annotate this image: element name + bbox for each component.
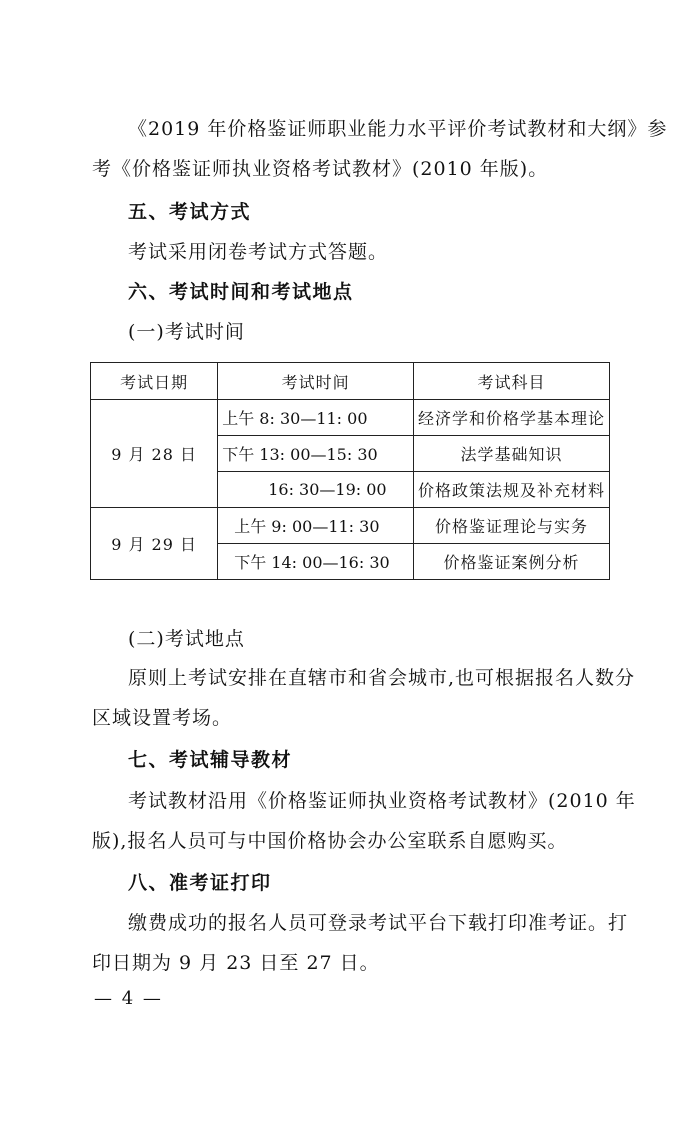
table-cell-subject: 价格鉴证案例分析 bbox=[413, 544, 609, 580]
table-cell-time: 上午 9: 00—11: 30 bbox=[218, 508, 414, 544]
paragraph-textbook-line2: 考《价格鉴证师执业资格考试教材》(2010 年版)。 bbox=[92, 158, 549, 180]
heading-tutoring-materials: 七、考试辅导教材 bbox=[128, 749, 293, 771]
table-cell-subject: 经济学和价格学基本理论 bbox=[413, 400, 609, 436]
table-header-row bbox=[91, 363, 610, 400]
paragraph-tutoring-materials-line2: 版),报名人员可与中国价格协会办公室联系自愿购买。 bbox=[92, 830, 568, 852]
subheading-exam-time: (一)考试时间 bbox=[128, 321, 245, 343]
table-row bbox=[91, 508, 610, 544]
subheading-exam-location: (二)考试地点 bbox=[128, 628, 245, 650]
heading-admission-ticket: 八、准考证打印 bbox=[128, 872, 272, 894]
table-header-subject: 考试科目 bbox=[413, 363, 609, 400]
table-cell-time: 下午 13: 00—15: 30 bbox=[218, 436, 414, 472]
table-cell-date: 9 月 28 日 bbox=[91, 400, 218, 508]
table-cell-time: 下午 14: 00—16: 30 bbox=[218, 544, 414, 580]
paragraph-admission-ticket-line1: 缴费成功的报名人员可登录考试平台下载打印准考证。打 bbox=[128, 912, 629, 934]
table-cell-subject: 价格政策法规及补充材料 bbox=[413, 472, 609, 508]
paragraph-exam-location-line1: 原则上考试安排在直辖市和省会城市,也可根据报名人数分 bbox=[128, 667, 636, 689]
exam-schedule-table bbox=[90, 362, 610, 580]
paragraph-tutoring-materials-line1: 考试教材沿用《价格鉴证师执业资格考试教材》(2010 年 bbox=[128, 790, 636, 812]
table-cell-time: 16: 30—19: 00 bbox=[218, 472, 414, 508]
table-header-time: 考试时间 bbox=[218, 363, 414, 400]
table-cell-time: 上午 8: 30—11: 00 bbox=[218, 400, 414, 436]
table-header-date: 考试日期 bbox=[91, 363, 218, 400]
table-cell-subject: 价格鉴证理论与实务 bbox=[413, 508, 609, 544]
table-cell-date: 9 月 29 日 bbox=[91, 508, 218, 580]
paragraph-textbook-line1: 《2019 年价格鉴证师职业能力水平评价考试教材和大纲》参 bbox=[128, 118, 668, 140]
paragraph-exam-method: 考试采用闭卷考试方式答题。 bbox=[128, 241, 389, 263]
page-number: — 4 — bbox=[94, 988, 163, 1009]
heading-exam-method: 五、考试方式 bbox=[128, 201, 252, 223]
paragraph-admission-ticket-line2: 印日期为 9 月 23 日至 27 日。 bbox=[92, 952, 380, 974]
table-cell-subject: 法学基础知识 bbox=[413, 436, 609, 472]
table-row bbox=[91, 400, 610, 436]
paragraph-exam-location-line2: 区域设置考场。 bbox=[92, 707, 233, 729]
heading-exam-time-location: 六、考试时间和考试地点 bbox=[128, 281, 354, 303]
